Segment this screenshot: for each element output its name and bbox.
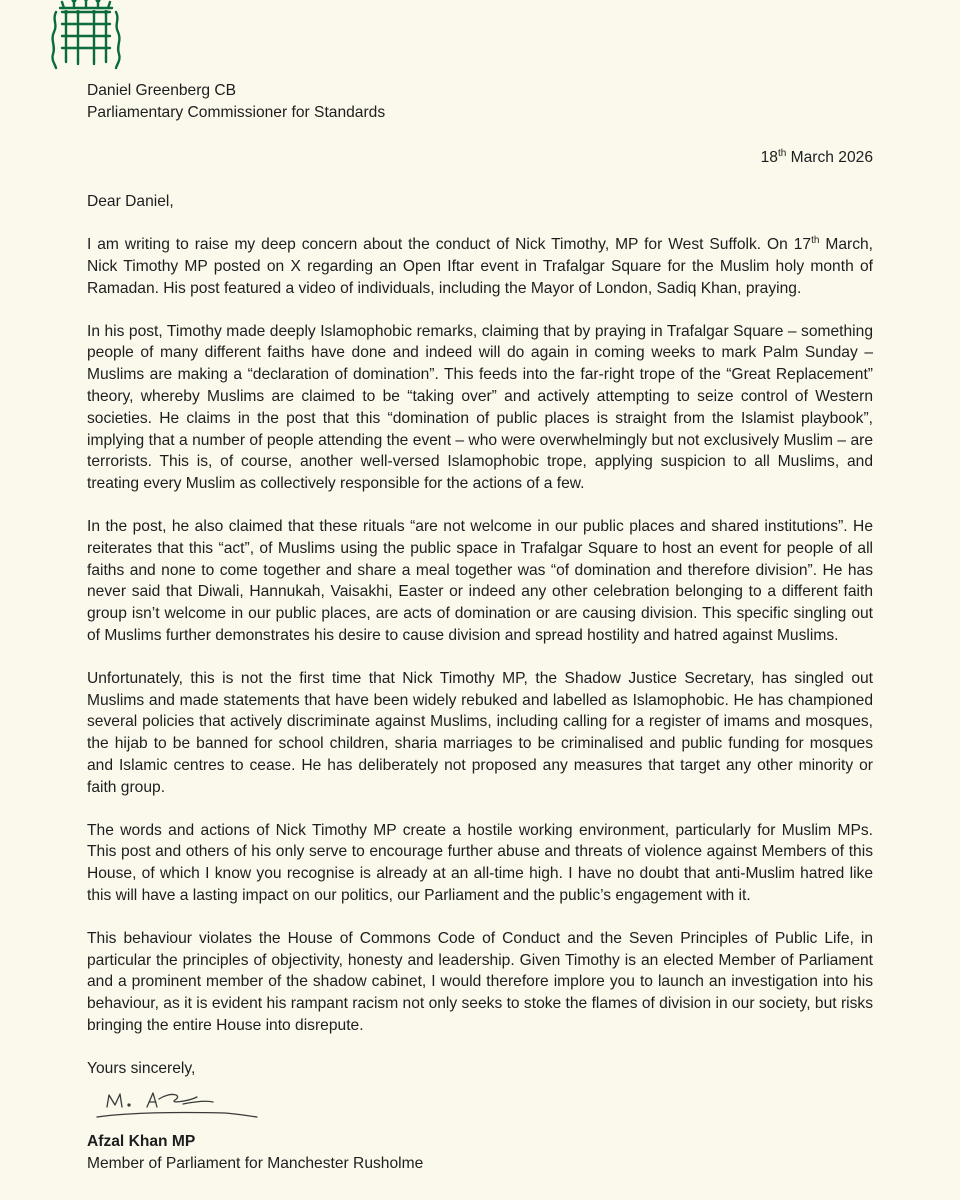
paragraph-1-part-a: I am writing to raise my deep concern about the conduct of Nick Timothy, MP for West Suffolk. On 17 (87, 236, 812, 254)
date-suffix: th (777, 147, 787, 159)
recipient-name: Daniel Greenberg CB (87, 82, 237, 99)
signer-name: Afzal Khan MP (87, 1133, 196, 1151)
paragraph-1 (87, 234, 873, 299)
date-day: 18 (760, 148, 778, 166)
portcullis-crest-icon (50, 0, 122, 72)
paragraph-6: This behaviour violates the House of Commons Code of Conduct and the Seven Principles of Public Life, in particular the principles of objectivity, honesty and leadership. Given Timothy is an elected Member of Parliament and a prominent member of the shadow cabinet, I would therefore implore you to launch an investigation into his behaviour, as it is evident his rampant racism not only seeks to stoke the flames of division in our society, but risks bringing the entire House into disrepute. (87, 929, 873, 1034)
closing: Yours sincerely, (87, 1059, 196, 1077)
handwritten-signature-icon (93, 1085, 263, 1125)
letter-body (87, 80, 873, 1175)
recipient-title: Parliamentary Commissioner for Standards (87, 103, 386, 121)
signer-title: Member of Parliament for Manchester Rusholme (87, 1155, 424, 1173)
date-month-year: March 2026 (790, 148, 873, 166)
letter-date (87, 147, 873, 169)
paragraph-1-part-b: March, Nick Timothy MP posted on X regarding an Open Iftar event in Trafalgar Square for the Muslim holy month of Ramadan. His post featured a video of individuals, including the Mayor of London, Sadiq Khan, praying. (87, 236, 873, 297)
paragraph-2: In his post, Timothy made deeply Islamophobic remarks, claiming that by praying in Trafalgar Square – something people of many different faiths have done and indeed will do again in coming weeks to mark Palm Sunday – Muslims are making a “declaration of domination”. This feeds into the far-right trope of the “Great Replacement” theory, whereby Muslims are claimed to be “taking over” and actively attempting to seize control of Western societies. He claims in the post that this “domination of public places is straight from the Islamist playbook”, implying that a number of people attending the event – who were overwhelmingly but not exclusively Muslim – are terrorists. This is, of course, another well-versed Islamophobic trope, applying suspicion to all Muslims, and treating every Muslim as collectively responsible for the actions of a few. (87, 322, 873, 493)
salutation: Dear Daniel, (87, 193, 174, 211)
paragraph-4: Unfortunately, this is not the first time that Nick Timothy MP, the Shadow Justice Secretary, has singled out Muslims and made statements that have been widely rebuked and labelled as Islamophobic. He has championed several policies that actively discriminate against Muslims, including calling for a register of imams and mosques, the hijab to be banned for school children, sharia marriages to be criminalised and public funding for mosques and Islamic centres to cease. He has deliberately not proposed any measures that target any other minority or faith group. (87, 669, 873, 796)
paragraph-5: The words and actions of Nick Timothy MP create a hostile working environment, particularly for Muslim MPs. This post and others of his only serve to encourage further abuse and threats of violence against Members of this House, of which I know you recognise is already at an all-time high. I have no doubt that anti-Muslim hatred like this will have a lasting impact on our politics, our Parliament and the public’s engagement with it. (87, 821, 873, 904)
paragraph-1-sup: th (811, 235, 820, 246)
paragraph-3: In the post, he also claimed that these rituals “are not welcome in our public places and shared institutions”. He reiterates that this “act”, of Muslims using the public space in Trafalgar Square to host an event for people of all faiths and none to come together and share a meal together was “of domination and therefore division”. He has never said that Diwali, Hannukah, Vaisakhi, Easter or indeed any other celebration belonging to a different faith group isn’t welcome in our public places, are acts of domination or are causing division. This specific singling out of Muslims further demonstrates his desire to cause division and spread hostility and hatred against Muslims. (87, 517, 873, 644)
